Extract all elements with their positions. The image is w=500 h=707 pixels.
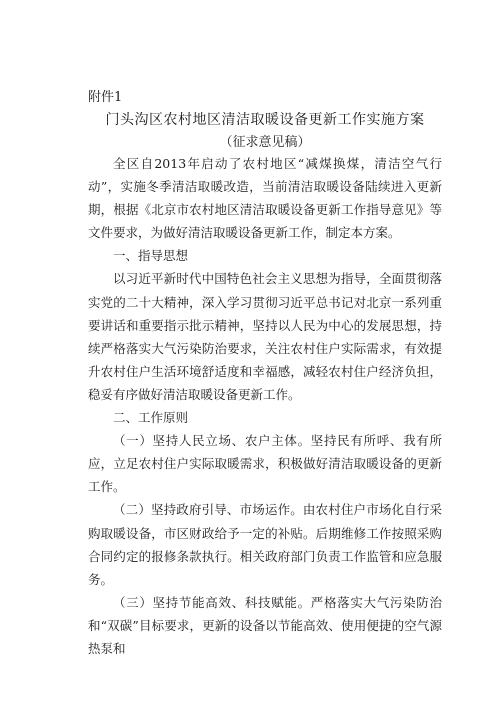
principle-paragraph-2: （二）坚持政府引导、市场运作。由农村住户市场化自行采购取暖设备，市区财政给予一定的补贴。后期维修工作按照采购合同约定的报修条款执行。相关政府部门负责工作监管和应急服务。 — [88, 502, 442, 587]
guiding-ideology-paragraph: 以习近平新时代中国特色社会主义思想为指导，全面贯彻落实党的二十大精神，深入学习贯彻习近平总书记对北京一系列重要讲话和重要指示批示精神，坚持以人民为中心的发展思想，持续严格落实大气污染防治要求，关注农村住户实际需求，有效提升农村住户生活环境舒适度和幸福感，减轻农村住户经济负担，稳妥有序做好清洁取暖设备更新工作。 — [88, 271, 442, 402]
attachment-label: 附件1 — [88, 90, 123, 105]
principle-paragraph-1: （一）坚持人民立场、农户主体。坚持民有所呼、我有所应，立足农村住户实际取暖需求，积极做好清洁取暖设备的更新工作。 — [88, 433, 442, 495]
section-heading-guiding-ideology: 一、指导思想 — [113, 248, 189, 264]
intro-paragraph: 全区自2013年启动了农村地区“减煤换煤，清洁空气行动”，实施冬季清洁取暖改造，当前清洁取暖设备陆续进入更新期，根据《北京市农村地区清洁取暖设备更新工作指导意见》等文件要求，为做好清洁取暖设备更新工作，制定本方案。 — [88, 156, 442, 241]
document-body — [88, 152, 442, 660]
section-heading-work-principles: 二、工作原则 — [113, 410, 189, 426]
document-subtitle: （征求意见稿） — [219, 135, 311, 150]
principle-paragraph-3: （三）坚持节能高效、科技赋能。严格落实大气污染防治和“双碳”目标要求，更新的设备以节能高效、使用便捷的空气源热泵和 — [88, 594, 442, 656]
document-title: 门头沟区农村地区清洁取暖设备更新工作实施方案 — [105, 112, 425, 128]
